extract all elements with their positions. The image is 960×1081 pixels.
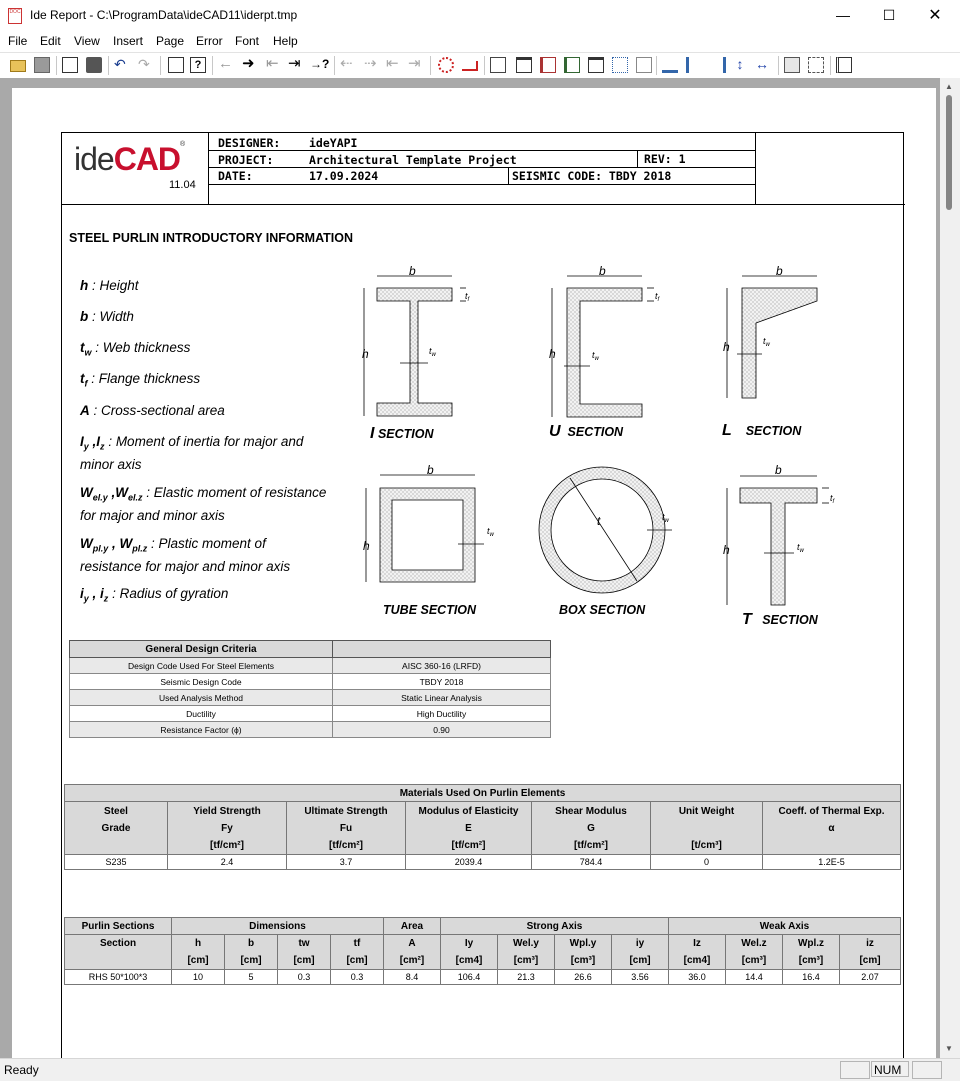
t-b-label: b xyxy=(775,463,782,477)
report-frame xyxy=(61,132,904,1062)
print-preview-icon[interactable] xyxy=(62,57,78,73)
t-section-shape xyxy=(740,488,817,605)
project-value: Architectural Template Project xyxy=(309,153,517,167)
page-icon[interactable] xyxy=(168,57,184,73)
open-folder-icon[interactable] xyxy=(10,60,26,72)
def-gyration: $i_y$ , $i_z$ : Radius of gyration xyxy=(80,586,229,604)
vertical-scrollbar[interactable] xyxy=(940,78,960,1058)
multi-page-icon[interactable] xyxy=(808,57,824,73)
menu-file[interactable]: File xyxy=(8,34,28,48)
scroll-up-icon[interactable]: ▲ xyxy=(945,82,953,91)
arrow-right-icon[interactable]: ➜ xyxy=(242,55,255,72)
svg-text:tw: $t_w$ xyxy=(797,542,804,554)
date-label: DATE: xyxy=(218,169,253,183)
app-icon: DOC xyxy=(8,8,22,24)
u-section-shape xyxy=(567,288,642,417)
u-h-label: h xyxy=(549,347,556,361)
title-bar xyxy=(0,0,960,31)
align-icon[interactable] xyxy=(662,57,678,73)
purlin-sections-table: Purlin Sections Dimensions Area Strong Axis Weak Axis Section h [cm] b [cm] tw [cm] tf [cm] A [cm²] Iy [cm4] Wel.y [cm³] Wpl.y [cm³] iy [cm] Iz [cm4] Wel.z [cm³] Wpl.z [cm³] iz [cm] RHS 50*100*3 10 5 0.3 0.3 8.4 106.4 21.3 26.6 3.56 36.0 14.4 16.4 2.07 xyxy=(64,917,901,985)
vertical-arrow-icon[interactable]: ↕ xyxy=(736,56,744,72)
def-inertia: $I_y$ $,I_z$ : Moment of inertia for major and minor axis xyxy=(80,434,304,472)
materials-title: Materials Used On Purlin Elements xyxy=(65,785,901,802)
align-right-icon[interactable] xyxy=(710,57,726,73)
print-icon[interactable] xyxy=(86,57,102,73)
l-b-label: b xyxy=(776,264,783,278)
fit-page-icon[interactable] xyxy=(784,57,800,73)
scroll-down-icon[interactable]: ▼ xyxy=(945,1044,953,1053)
designer-label: DESIGNER: xyxy=(218,136,281,150)
header-icon[interactable] xyxy=(516,57,532,73)
find-error-icon[interactable]: →? xyxy=(310,57,330,71)
logo-version: 11.04 xyxy=(169,179,196,191)
toolbar xyxy=(0,52,960,79)
svg-text:tf: $t_f$ xyxy=(830,493,835,505)
last-error-icon[interactable]: ⇥ xyxy=(288,55,301,72)
menu-page[interactable]: Page xyxy=(156,34,185,48)
column-icon[interactable] xyxy=(564,57,580,73)
left-margin-icon[interactable] xyxy=(540,57,556,73)
last-page-icon[interactable]: ⇥ xyxy=(408,55,421,72)
l-section-label: L SECTION xyxy=(722,422,802,439)
columns-icon[interactable] xyxy=(836,57,852,73)
svg-text:tf: $t_f$ xyxy=(465,291,470,303)
save-icon[interactable] xyxy=(34,57,50,73)
status-text: Ready xyxy=(4,1063,39,1077)
tube-section-shape xyxy=(380,488,475,582)
menu-error[interactable]: Error xyxy=(196,34,223,48)
prev-page-icon[interactable]: ⇠ xyxy=(340,55,353,72)
u-b-label: b xyxy=(599,264,606,278)
redo-icon[interactable]: ↷ xyxy=(138,56,150,72)
status-panel xyxy=(840,1061,870,1079)
design-criteria-table: General Design Criteria Design Code Used For Steel Elements AISC 360-16 (LRFD) Seismic Design Code TBDY 2018 Used Analysis Method Static Linear Analysis Ductility High Ductility Resistance Factor (ϕ) 0.90 xyxy=(69,640,551,738)
u-section-label: U SECTION xyxy=(549,423,624,440)
table-row: RHS 50*100*3 10 5 0.3 0.3 8.4 106.4 21.3 26.6 3.56 36.0 14.4 16.4 2.07 xyxy=(65,970,901,985)
frame-icon[interactable] xyxy=(636,57,652,73)
box-t-label: t xyxy=(597,514,601,528)
menu-bar xyxy=(0,31,960,51)
t-section-label: T SECTION xyxy=(742,611,818,628)
designer-value: ideYAPI xyxy=(309,136,358,150)
idecad-logo: ideCAD® xyxy=(74,141,186,177)
mat-col-fu: Ultimate Strength Fu [tf/cm²] xyxy=(287,802,406,855)
horizontal-arrow-icon[interactable]: ↔ xyxy=(755,56,769,72)
materials-table xyxy=(64,784,901,870)
status-bar xyxy=(0,1058,960,1081)
refresh-icon[interactable] xyxy=(438,57,454,73)
num-lock-indicator: NUM xyxy=(871,1061,909,1077)
menu-insert[interactable]: Insert xyxy=(113,34,144,48)
svg-text:tw: $t_w$ xyxy=(429,346,436,358)
l-h-label: h xyxy=(723,340,730,354)
def-h: h : Height xyxy=(80,278,139,293)
first-page-icon[interactable]: ⇤ xyxy=(386,55,399,72)
close-button[interactable]: ✕ xyxy=(928,7,942,24)
menu-view[interactable]: View xyxy=(74,34,100,48)
menu-edit[interactable]: Edit xyxy=(40,34,61,48)
def-plastic: $W_{pl.y}$ , $W_{pl.z}$ : Plastic moment of resistance for major and minor axis xyxy=(80,536,291,574)
mat-col-fy: Yield Strength Fy [tf/cm²] xyxy=(168,802,287,855)
window-title: Ide Report - C:\ProgramData\ideCAD11\iderpt.tmp xyxy=(30,8,298,22)
tube-section-label: TUBE SECTION xyxy=(383,603,477,617)
page-setup-icon[interactable] xyxy=(490,57,506,73)
tube-h-label: h xyxy=(363,539,370,553)
align-left-icon[interactable] xyxy=(686,57,702,73)
next-page-icon[interactable]: ⇢ xyxy=(364,55,377,72)
title-block-icon[interactable] xyxy=(588,57,604,73)
svg-text:tf: $t_f$ xyxy=(655,291,660,303)
export-icon[interactable] xyxy=(462,61,478,71)
mat-col-unit-weight: Unit Weight [t/cm³] xyxy=(651,802,763,855)
revision: REV: 1 xyxy=(644,152,686,166)
mat-col-e: Modulus of Elasticity E [tf/cm²] xyxy=(406,802,532,855)
first-error-icon[interactable]: ⇤ xyxy=(266,55,279,72)
maximize-button[interactable]: ☐ xyxy=(882,7,896,23)
table-row: S235 2.4 3.7 2039.4 784.4 0 1.2E-5 xyxy=(65,855,901,870)
project-label: PROJECT: xyxy=(218,153,274,167)
status-panel-2 xyxy=(912,1061,942,1079)
svg-text:tw: $t_w$ xyxy=(763,336,770,348)
i-section-shape xyxy=(377,288,452,416)
section-title: STEEL PURLIN INTRODUCTORY INFORMATION xyxy=(69,231,354,245)
mat-col-g: Shear Modulus G [tf/cm²] xyxy=(532,802,651,855)
menu-help[interactable]: Help xyxy=(273,34,298,48)
help-icon[interactable]: ? xyxy=(190,57,206,73)
section-drawings xyxy=(342,263,862,633)
svg-text:tw: $t_w$ xyxy=(662,512,669,524)
l-section-shape xyxy=(742,288,817,398)
menu-font[interactable]: Font xyxy=(235,34,260,48)
box-section-label: BOX SECTION xyxy=(559,603,646,617)
undo-icon[interactable]: ↶ xyxy=(114,56,126,72)
minimize-button[interactable]: — xyxy=(836,7,850,23)
mat-col-thermal: Coeff. of Thermal Exp. α xyxy=(763,802,901,855)
i-section-label: I SECTION xyxy=(370,425,434,442)
def-tf: $t_f$ : Flange thickness xyxy=(80,371,201,389)
def-a: A : Cross-sectional area xyxy=(80,403,225,418)
i-b-label: b xyxy=(409,264,416,278)
scrollbar-thumb[interactable] xyxy=(946,95,952,210)
tube-b-label: b xyxy=(427,463,434,477)
svg-text:tw: $t_w$ xyxy=(592,350,599,362)
def-elastic: $W_{el.y}$ $,W_{el.z}$ : Elastic moment of resistance for major and minor axis xyxy=(80,485,327,523)
svg-text:tw: $t_w$ xyxy=(487,526,494,538)
t-h-label: h xyxy=(723,543,730,557)
seismic-code: SEISMIC CODE: TBDY 2018 xyxy=(512,169,672,183)
mat-col-grade: Steel Grade xyxy=(65,802,168,855)
design-criteria-title: General Design Criteria xyxy=(70,641,333,658)
def-tw: $t_w$ : Web thickness xyxy=(80,340,191,358)
arrow-left-icon[interactable]: ← xyxy=(218,55,233,72)
date-value: 17.09.2024 xyxy=(309,169,379,183)
i-h-label: h xyxy=(362,347,369,361)
def-b: b : Width xyxy=(80,309,134,324)
grid-icon[interactable] xyxy=(612,57,628,73)
